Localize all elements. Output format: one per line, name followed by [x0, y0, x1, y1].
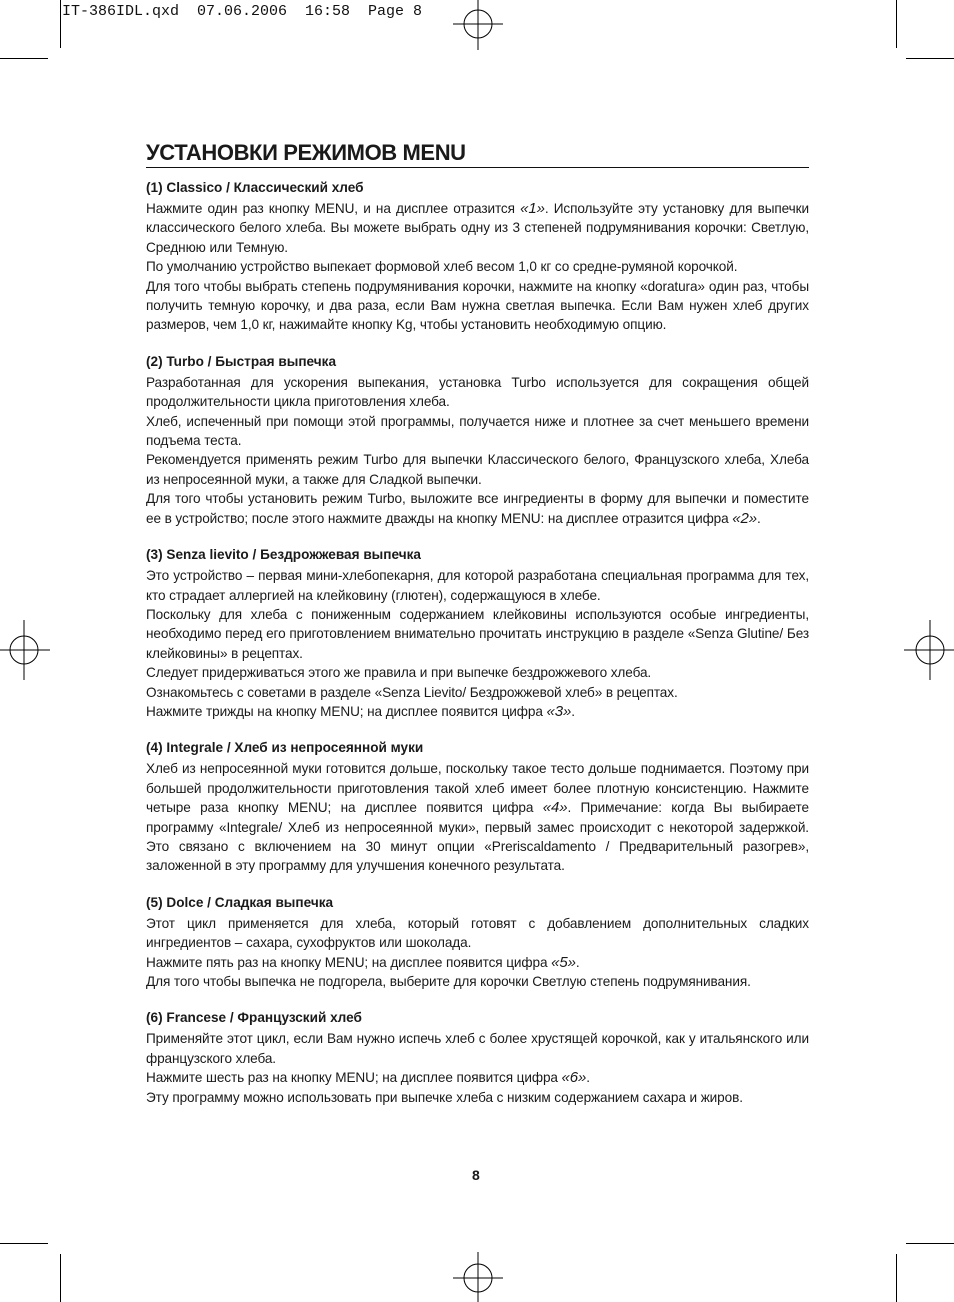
- section-heading: (4) Integrale / Хлеб из непросеянной муки: [146, 740, 424, 756]
- text: . Используйте эту установку для выпечки классического белого хлеба. Вы можете выбрать одну из 3 степеней подрумянивания корочки: Светлую, Среднюю или Темную.: [146, 201, 809, 255]
- paragraph: Ознакомьтесь с советами в разделе «Senza Lievito/ Бездрожжевой хлеб» в рецептах.: [146, 684, 678, 700]
- section-senza-lievito: [146, 545, 809, 721]
- crop-mark: [906, 58, 954, 59]
- paragraph: Применяйте этот цикл, если Вам нужно испечь хлеб с более хрустящей корочкой, как у итальянского или французского хлеба.: [146, 1031, 809, 1066]
- paragraph: По умолчанию устройство выпекает формовой хлеб весом 1,0 кг со средне-румяной корочкой.: [146, 259, 738, 275]
- section-heading: (2) Turbo / Быстрая выпечка: [146, 353, 337, 369]
- section-heading: (5) Dolce / Сладкая выпечка: [146, 894, 334, 910]
- paragraph: Этот цикл применяется для хлеба, который готовят с добавлением дополнительных сладких ингредиентов – сахара, сухофруктов или шоколада.: [146, 915, 809, 951]
- text: Нажмите пять раз на кнопку MENU; на дисплее появится цифра: [146, 954, 552, 970]
- text: Хлеб из непросеянной муки готовится дольше, поскольку такое тесто дольше поднимается. Поэтому при большей продолжительности приготовления такой хлеб имеет более плотную консистенцию. Нажмите четыре раза кнопку MENU; на дисплее появится цифра: [146, 761, 809, 816]
- crop-mark: [896, 1254, 897, 1302]
- section-heading: (3) Senza lievito / Бездрожжевая выпечка: [146, 547, 421, 563]
- section-heading: (6) Francese / Французский хлеб: [146, 1010, 362, 1026]
- paragraph: [146, 199, 809, 257]
- section-classico: [146, 178, 809, 335]
- text: .: [586, 1070, 590, 1086]
- text: . Примечание: когда Вы выбираете программу «Integrale/ Хлеб из непросеянной муки», первый замес происходит с некоторой задержкой. Это связано с включением на 30 минут опции «Preriscaldamento / Предварительный разогрев», заложенной в эту программу для улучшения конечного результата.: [146, 800, 809, 874]
- paragraph: [146, 953, 809, 972]
- paragraph: Для того чтобы выпечка не подгорела, выберите для корочки Светлую степень подрумянивания.: [146, 974, 751, 989]
- text: Нажмите трижды на кнопку MENU; на дисплее появится цифра: [146, 703, 547, 719]
- section-turbo: [146, 352, 809, 528]
- page-content: [146, 140, 809, 1124]
- section-francese: [146, 1008, 809, 1107]
- text: Нажмите один раз кнопку MENU, и на дисплее отразится: [146, 201, 521, 216]
- section-integrale: [146, 738, 809, 875]
- display-digit: «4»: [542, 799, 568, 817]
- crop-mark: [896, 0, 897, 48]
- display-digit: «5»: [551, 953, 576, 971]
- registration-mark-top: [448, 0, 508, 50]
- paragraph: [146, 1068, 809, 1087]
- registration-mark-left: [0, 620, 50, 680]
- display-digit: «1»: [520, 200, 545, 217]
- paragraph: Поскольку для хлеба с пониженным содержанием клейковины используются особые ингредиенты, необходимо перед его приготовлением внимательно прочитать инструкцию в разделе «Senza Glutine/ Без клейковины» в рецептах.: [146, 606, 809, 661]
- paragraph: Это устройство – первая мини-хлебопекарня, для которой разработана специальная программа для тех, кто страдает аллергией на клейковину (глютен), содержащуюся в хлебе.: [146, 568, 809, 603]
- registration-mark-bottom: [448, 1252, 508, 1302]
- page-title: УСТАНОВКИ РЕЖИМОВ MENU: [146, 140, 809, 168]
- crop-mark: [60, 0, 61, 48]
- paragraph: Следует придерживаться этого же правила и при выпечке бездрожжевого хлеба.: [146, 665, 652, 681]
- text: .: [571, 703, 575, 719]
- section-heading: (1) Classico / Классический хлеб: [146, 180, 364, 195]
- crop-mark: [60, 1254, 61, 1302]
- text: .: [757, 510, 761, 526]
- display-digit: «3»: [546, 702, 572, 720]
- crop-mark: [0, 1243, 48, 1244]
- section-dolce: [146, 893, 809, 992]
- text: .: [575, 954, 580, 970]
- display-digit: «2»: [732, 509, 757, 527]
- paragraph: [146, 702, 809, 721]
- page-number: 8: [472, 1167, 480, 1183]
- text: Для того чтобы установить режим Turbo, выложите все ингредиенты в форму для выпечки и поместите ее в устройство; после этого нажмите дважды на кнопку MENU: на дисплее отразится цифра: [146, 491, 809, 526]
- text: Нажмите шесть раз на кнопку MENU; на дисплее появится цифра: [146, 1070, 562, 1086]
- paragraph: Хлеб, испеченный при помощи этой программы, получается ниже и плотнее за счет меньшего времени подъема теста.: [146, 413, 809, 449]
- display-digit: «6»: [561, 1069, 587, 1087]
- registration-mark-right: [904, 620, 954, 680]
- print-slug: IT-386IDL.qxd 07.06.2006 16:58 Page 8: [62, 3, 423, 20]
- paragraph: Для того чтобы выбрать степень подрумянивания корочки, нажмите на кнопку «doratura» один раз, чтобы получить темную корочку, и два раза, если Вам нужна светлая выпечка. Если Вам нужен хлеб других размеров, чем 1,0 кг, нажимайте кнопку Kg, чтобы установить необходимую опцию.: [146, 278, 809, 333]
- paragraph: Рекомендуется применять режим Turbo для выпечки Классического белого, Французского хлеба, Хлеба из непросеянной муки, а также для Сладкой выпечки.: [146, 452, 809, 487]
- crop-mark: [906, 1243, 954, 1244]
- paragraph: [146, 759, 809, 875]
- paragraph: Эту программу можно использовать при выпечке хлеба с низким содержанием сахара и жиров.: [146, 1089, 743, 1105]
- paragraph: [146, 489, 809, 528]
- crop-mark: [0, 58, 48, 59]
- paragraph: Разработанная для ускорения выпекания, установка Turbo используется для сокращения общей продолжительности цикла приготовления хлеба.: [146, 374, 809, 410]
